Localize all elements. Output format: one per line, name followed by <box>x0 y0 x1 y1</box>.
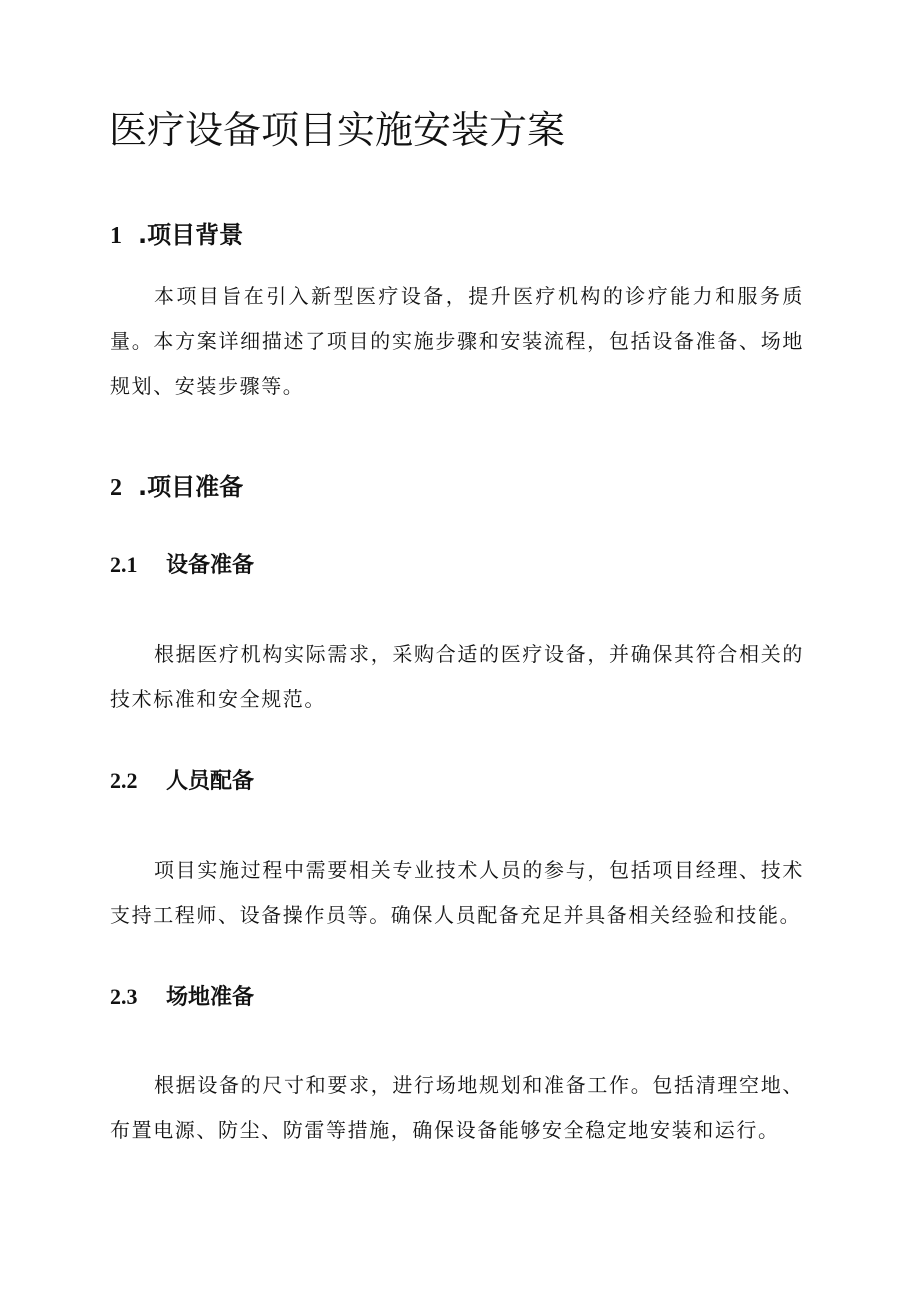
subsection-number: 2.1 <box>110 552 138 577</box>
section-title: .项目准备 <box>138 473 244 501</box>
section-number: 1 <box>110 223 122 249</box>
subsection-title: 人员配备 <box>166 769 255 794</box>
subsection-heading-site <box>110 981 254 1014</box>
paragraph-site: 根据设备的尺寸和要求，进行场地规划和准备工作。包括清理空地、布置电源、防尘、防雷等措施，确保设备能够安全稳定地安装和运行。 <box>110 1073 804 1142</box>
paragraph-background: 本项目旨在引入新型医疗设备，提升医疗机构的诊疗能力和服务质量。本方案详细描述了项目的实施步骤和安装流程，包括设备准备、场地规划、安装步骤等。 <box>110 284 804 398</box>
section-title: .项目背景 <box>138 221 244 249</box>
section-number: 2 <box>110 475 122 501</box>
subsection-number: 2.2 <box>110 768 138 793</box>
paragraph-staffing: 项目实施过程中需要相关专业技术人员的参与，包括项目经理、技术支持工程师、设备操作员等。确保人员配备充足并具备相关经验和技能。 <box>110 858 804 927</box>
subsection-number: 2.3 <box>110 984 138 1009</box>
subsection-heading-staffing <box>110 765 254 798</box>
subsection-title: 场地准备 <box>166 985 255 1010</box>
document-title: 医疗设备项目实施安装方案 <box>109 108 566 152</box>
section-heading-background <box>110 218 243 253</box>
section-heading-preparation <box>110 470 243 505</box>
subsection-title: 设备准备 <box>166 553 255 578</box>
paragraph-equipment: 根据医疗机构实际需求，采购合适的医疗设备，并确保其符合相关的技术标准和安全规范。 <box>110 642 804 711</box>
subsection-heading-equipment <box>110 549 254 582</box>
